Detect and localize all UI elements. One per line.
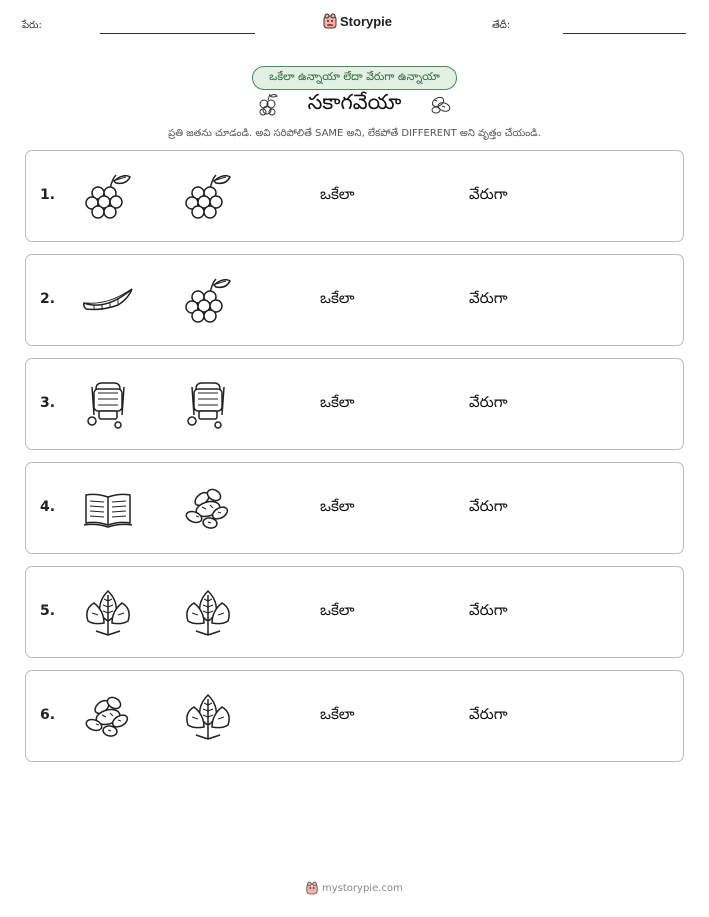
option-different[interactable]: వేరుగా — [469, 289, 508, 307]
berries-icon — [82, 171, 134, 223]
footer — [306, 881, 403, 895]
option-different[interactable]: వేరుగా — [469, 185, 508, 203]
question-number: 2. — [40, 291, 56, 307]
option-same[interactable]: ఒకేలా — [320, 705, 355, 723]
storypie-mascot-icon — [323, 13, 337, 29]
berries-icon — [182, 171, 234, 223]
option-same[interactable]: ఒకేలా — [320, 497, 355, 515]
ginger-root-icon — [82, 691, 134, 743]
option-same[interactable]: ఒకేలా — [320, 289, 355, 307]
option-different[interactable]: వేరుగా — [469, 497, 508, 515]
canoe-icon — [82, 275, 134, 327]
question-row-4 — [25, 462, 684, 554]
brand-name: Storypie — [340, 13, 393, 29]
leafy-plant-icon — [182, 587, 234, 639]
ginger-root-icon — [182, 483, 234, 535]
brand-logo — [323, 13, 392, 29]
question-number: 4. — [40, 499, 56, 515]
name-line[interactable] — [100, 33, 255, 34]
question-number: 3. — [40, 395, 56, 411]
date-line[interactable] — [563, 33, 686, 34]
question-row-1 — [25, 150, 684, 242]
option-different[interactable]: వేరుగా — [469, 393, 508, 411]
leafy-plant-icon — [182, 691, 234, 743]
option-same[interactable]: ఒకేలా — [320, 601, 355, 619]
storypie-mascot-icon — [306, 881, 318, 895]
leafy-plant-icon — [82, 587, 134, 639]
question-row-6 — [25, 670, 684, 762]
question-number: 5. — [40, 603, 56, 619]
date-label: తేదీ: — [492, 20, 511, 31]
berries-icon — [182, 275, 234, 327]
question-row-5 — [25, 566, 684, 658]
option-different[interactable]: వేరుగా — [469, 705, 508, 723]
question-number: 1. — [40, 187, 56, 203]
name-label: పేరు: — [22, 20, 42, 31]
page-title: సకాగవేయా — [307, 90, 402, 114]
question-row-3 — [25, 358, 684, 450]
ginger-decoration-icon — [428, 92, 454, 118]
option-same[interactable]: ఒకేలా — [320, 185, 355, 203]
option-different[interactable]: వేరుగా — [469, 601, 508, 619]
option-same[interactable]: ఒకేలా — [320, 393, 355, 411]
baby-carrier-icon — [82, 379, 134, 431]
footer-url[interactable]: mystorypie.com — [322, 882, 403, 894]
question-number: 6. — [40, 707, 56, 723]
question-row-2 — [25, 254, 684, 346]
baby-carrier-icon — [182, 379, 234, 431]
subtitle-pill: ఒకేలా ఉన్నాయా లేదా వేరుగా ఉన్నాయా — [252, 66, 457, 90]
open-book-icon — [82, 483, 134, 535]
instructions: ప్రతి జతను చూడండి. అవి సరిపోలితే SAME అని, లేకపోతే DIFFERENT అని వృత్తం చేయండి. — [168, 128, 541, 139]
